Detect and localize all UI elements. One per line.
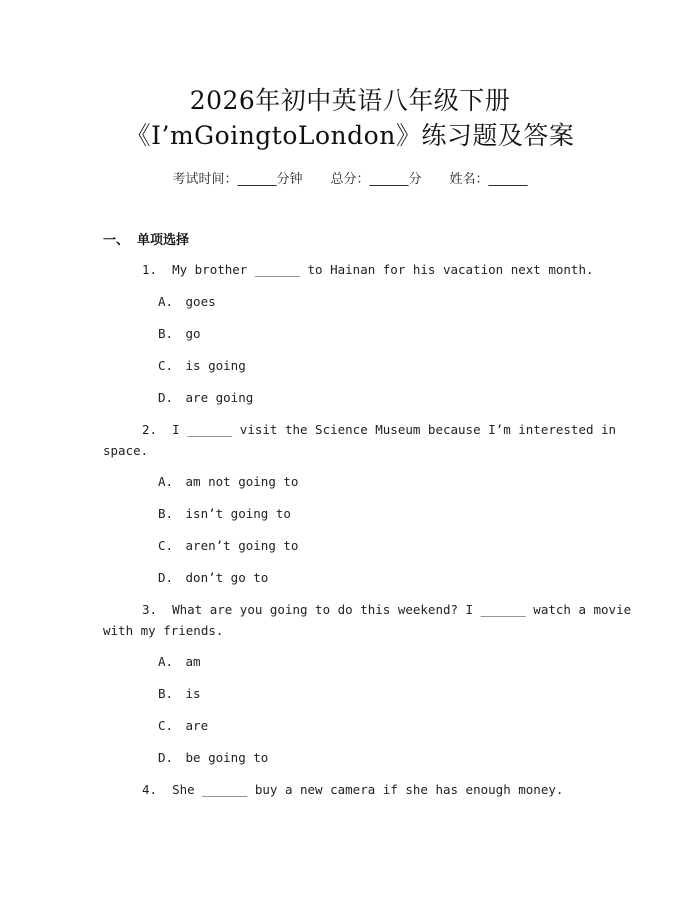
question-3-option-a — [158, 654, 201, 670]
question-text-line-1: My brother ______ to Hainan for his vacation next month. — [172, 262, 594, 277]
option-text: are going — [185, 390, 254, 405]
question-number: 2. — [141, 422, 157, 437]
question-2-option-b — [158, 506, 291, 522]
option-text: am not going to — [185, 474, 299, 489]
option-text: is going — [185, 358, 246, 373]
question-3-continued — [103, 621, 583, 641]
question-2 — [103, 420, 617, 440]
option-text: is — [185, 686, 201, 701]
question-text-line-1: She ______ buy a new camera if she has enough money. — [172, 782, 564, 797]
question-2-option-c — [158, 538, 298, 554]
question-3 — [103, 600, 632, 620]
option-text: isn’t going to — [185, 506, 291, 521]
question-4 — [103, 780, 583, 800]
option-text: am — [185, 654, 201, 669]
question-3-option-c — [158, 718, 208, 734]
page-title-line-1: 2026年初中英语八年级下册 — [189, 86, 511, 115]
question-3-option-d — [158, 750, 268, 766]
question-1-option-d — [158, 390, 253, 406]
question-1-option-c — [158, 358, 246, 374]
question-number: 4. — [141, 782, 157, 797]
section-heading — [103, 229, 189, 248]
section-number: 一、 — [103, 233, 130, 248]
exam-time-field: 考试时间：______分钟 — [172, 172, 303, 187]
option-text: goes — [185, 294, 216, 309]
option-text: go — [185, 326, 201, 341]
question-3-option-b — [158, 686, 201, 702]
section-title: 单项选择 — [137, 233, 190, 248]
question-2-continued — [103, 441, 583, 461]
option-letter: C. — [158, 718, 174, 733]
option-letter: D. — [158, 750, 174, 765]
option-text: are — [185, 718, 209, 733]
question-2-option-a — [158, 474, 298, 490]
page-title-line-2: 《I’mGoingtoLondon》练习题及答案 — [125, 121, 575, 150]
question-1 — [103, 260, 594, 280]
question-1-option-a — [158, 294, 216, 310]
question-text-line-2: space. — [103, 443, 149, 458]
exam-score-field: 总分：______分 — [330, 172, 422, 187]
option-letter: A. — [158, 474, 174, 489]
question-number: 3. — [141, 602, 157, 617]
option-letter: B. — [158, 326, 174, 341]
question-1-option-b — [158, 326, 201, 342]
question-text-line-2: with my friends. — [103, 623, 224, 638]
option-letter: C. — [158, 358, 174, 373]
option-text: be going to — [185, 750, 269, 765]
question-text-line-1: I ______ visit the Science Museum because I’m interested in — [172, 422, 617, 437]
option-letter: D. — [158, 570, 174, 585]
option-letter: A. — [158, 654, 174, 669]
exam-meta-row — [0, 168, 700, 187]
option-letter: A. — [158, 294, 174, 309]
option-letter: C. — [158, 538, 174, 553]
option-letter: B. — [158, 686, 174, 701]
question-number: 1. — [141, 262, 157, 277]
option-letter: B. — [158, 506, 174, 521]
question-2-option-d — [158, 570, 268, 586]
question-text-line-1: What are you going to do this weekend? I ______ watch a movie — [172, 602, 632, 617]
option-letter: D. — [158, 390, 174, 405]
option-text: aren’t going to — [185, 538, 299, 553]
exam-name-field: 姓名：______ — [449, 172, 528, 187]
option-text: don’t go to — [185, 570, 269, 585]
